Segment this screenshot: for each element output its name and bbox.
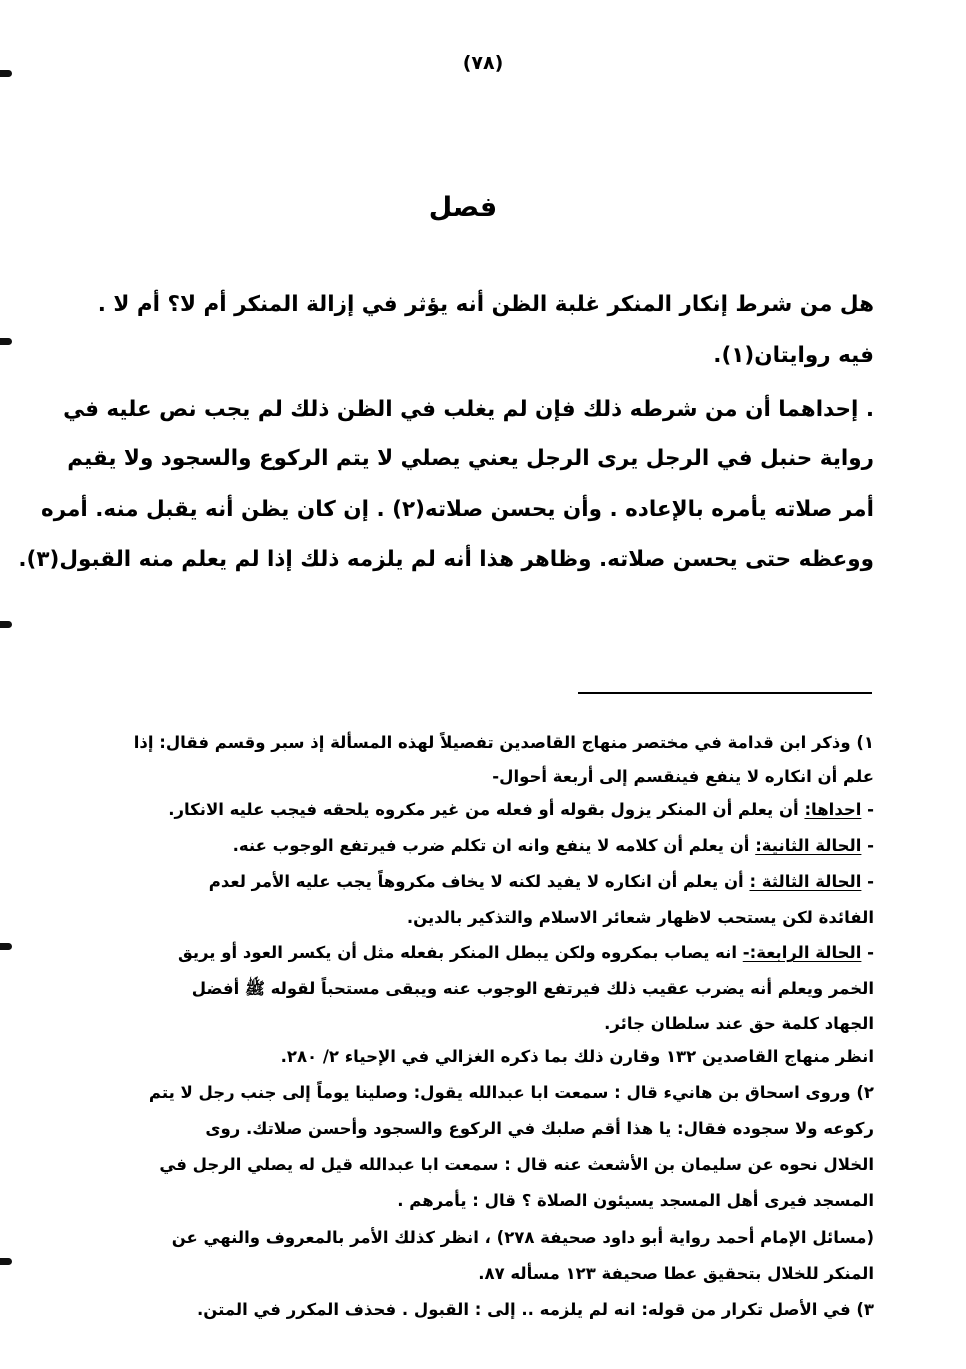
body-line: هل من شرط إنكار المنكر غلبة الظن أنه يؤثر في إزالة المنكر أم لا؟ أم لا .	[97, 292, 874, 317]
body-line: أمر صلاته يأمره بالإعاده . وأن يحسن صلاته(٢) . إن كان يظن أنه يقبل منه. أمره	[41, 497, 874, 522]
footnote-case-text: أن يعلم أن كلامه لا ينفع وانه ان تكلم ضرب فيرتفع الوجوب عنه.	[232, 836, 756, 855]
footnote-line: انظر منهاج القاصدين ١٣٢ وقارن ذلك بما ذكره الغزالي في الإحياء ٢/ ٢٨٠.	[280, 1047, 874, 1066]
footnote-case-text: انه يصاب بمكروه ولكن يبطل المنكر بفعله مثل أن يكسر العود أو يريق	[177, 943, 743, 962]
footnote-line: الخلال نحوه عن سليمان بن الأشعث عنه قال : سمعت ابا عبدالله قيل له يصلي الرجل في	[159, 1155, 874, 1174]
footnote-case-label: الحالة الثانية:	[755, 836, 862, 855]
footnote-case-label: الحالة الرابعة:-	[742, 943, 862, 962]
footnote-case-text: أن يعلم أن انكاره لا يفيد لكنه لا يخاف مكروهاً يجب عليه الأمر لعدم	[208, 872, 750, 891]
list-dash: -	[861, 872, 874, 891]
footnote-line: الجهاد كلمة حق عند سلطان جائر.	[604, 1014, 874, 1033]
body-line: . إحداهما أن من شرطه ذلك فإن لم يغلب في الظن ذلك لم يجب نص عليه في	[63, 397, 874, 422]
footnote-line: علم أن انكاره لا ينفع فينقسم إلى أربعة أحوال-	[492, 767, 874, 786]
scan-edge-mark	[0, 621, 12, 628]
scan-edge-mark	[0, 338, 12, 345]
footnote-case-label: احداها:	[804, 800, 862, 819]
footnote-line: الفائدة لكن يستحب لاظهار شعائر الاسلام والتذكير بالدين.	[406, 908, 874, 927]
footnote-line: (مسائل الإمام أحمد رواية أبو داود صحيفة ٢٧٨) ، انظر كذلك الأمر بالمعروف والنهي عن	[171, 1228, 874, 1247]
list-dash: -	[861, 836, 874, 855]
list-dash: -	[861, 943, 874, 962]
footnote-line: ١) وذكر ابن قدامة في مختصر منهاج القاصدين تفصيلاً لهذه المسألة إذ سبر وقسم فقال: إذا	[133, 733, 874, 752]
scan-edge-mark	[0, 943, 12, 950]
body-line: ووعظه حتى يحسن صلاته. وظاهر هذا أنه لم يلزمه ذلك إذا لم يعلم منه القبول(٣).	[18, 547, 874, 572]
footnote-separator	[578, 692, 872, 694]
footnote-line: المسجد فيرى أهل المسجد يسيئون الصلاة ؟ قال : يأمرهم .	[397, 1191, 874, 1210]
footnote-line	[54, 943, 874, 962]
footnote-case-label: الحالة الثالثة :	[749, 872, 862, 891]
footnote-line	[54, 800, 874, 819]
footnote-line	[54, 872, 874, 891]
body-line: فيه روايتان(١).	[713, 343, 874, 368]
footnote-line: ٣) في الأصل تكرار من قوله: انه لم يلزمه .. إلى : القبول . فحذف المكرر في المتن.	[196, 1300, 874, 1319]
footnote-line: ركوعه ولا سجوده فقال: يا هذا أقم صلبك في الركوع والسجود وأحسن صلاتك. روى	[205, 1119, 874, 1138]
footnote-line: الخمر ويعلم أنه يضرب عقيب ذلك فيرتفع الوجوب عنه ويبقى مستحباً لقوله ﷺ أفضل	[191, 979, 874, 998]
footnote-line: ٢) وروى اسحاق بن هانيء قال : سمعت ابا عبدالله يقول: وصلينا يوماً إلى جنب رجل لا يتم	[148, 1083, 874, 1102]
page-number: (٧٨)	[462, 52, 504, 74]
body-line: رواية حنبل في الرجل يرى الرجل يعني يصلي لا يتم الركوع والسجود ولا يقيم	[67, 446, 874, 471]
scan-edge-mark	[0, 1258, 12, 1265]
footnote-line: المنكر للخلال بتحقيق عطا صحيفة ١٢٣ مسأله ٨٧.	[478, 1264, 874, 1283]
footnote-case-text: أن يعلم أن المنكر يزول بقوله أو فعله من غير مكروه يلحقه فيجب عليه الانكار.	[168, 800, 805, 819]
list-dash: -	[861, 800, 874, 819]
section-title: فصل	[428, 192, 498, 223]
footnote-line	[54, 836, 874, 855]
